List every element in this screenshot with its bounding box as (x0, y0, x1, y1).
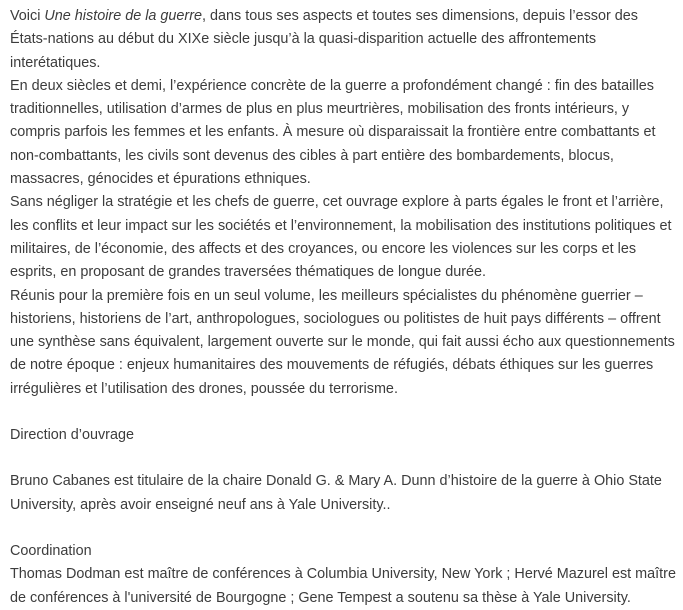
coordination-text: Thomas Dodman est maître de conférences à Columbia University, New York ; Hervé Mazurel est maître de conférences à l'université de Bourgogne ; Gene Tempest a soutenu sa thèse à Yale University. (10, 566, 676, 606)
direction-text: Bruno Cabanes est titulaire de la chaire Donald G. & Mary A. Dunn d’histoire de la guerre à Ohio State University, après avoir enseigné neuf ans à Yale University.. (10, 473, 662, 513)
direction-heading: Direction d’ouvrage (10, 427, 134, 444)
intro-paragraph (10, 5, 678, 75)
book-title: Une histoire de la guerre (44, 8, 202, 24)
paragraph-experience: En deux siècles et demi, l’expérience concrète de la guerre a profondément changé : fin des batailles traditionnelles, utilisation d’armes de plus en plus meurtrières, mobilisation des fronts intérieurs, y compris parfois les femmes et les enfants. À mesure où disparaissait la frontière entre combattants et non-combattants, les civils sont devenus des cibles à part entière des bombardements, blocus, massacres, génocides et épurations ethniques. (10, 77, 656, 188)
paragraph-strategy: Sans négliger la stratégie et les chefs de guerre, cet ouvrage explore à parts égales le front et l’arrière, les conflits et leur impact sur les sociétés et l’environnement, la mobilisation des institutions politiques et militaires, de l’économie, des affects et des croyances, ou encore les violences sur les corps et les esprits, en proposant de grandes traversées thématiques de longue durée. (10, 194, 672, 281)
paragraph-specialists: Réunis pour la première fois en un seul volume, les meilleurs spécialistes du phénomène guerrier – historiens, historiens de l’art, anthropologues, sociologues ou politistes de huit pays différents – offrent une synthèse sans équivalent, largement ouverte sur le monde, qui fait aussi écho aux questionnements de notre époque : enjeux humanitaires des mouvements de réfugiés, débats éthiques sur les guerres irrégulières et l’utilisation des drones, poussée du terrorisme. (10, 287, 675, 397)
coordination-heading: Coordination (10, 542, 92, 559)
intro-prefix: Voici (10, 8, 45, 24)
intro-suffix: , dans tous ses aspects et toutes ses dimensions, depuis l’essor des États-nations au début du XIXe siècle jusqu’à la quasi-disparition actuelle des affrontements interétatiques. (10, 8, 638, 71)
